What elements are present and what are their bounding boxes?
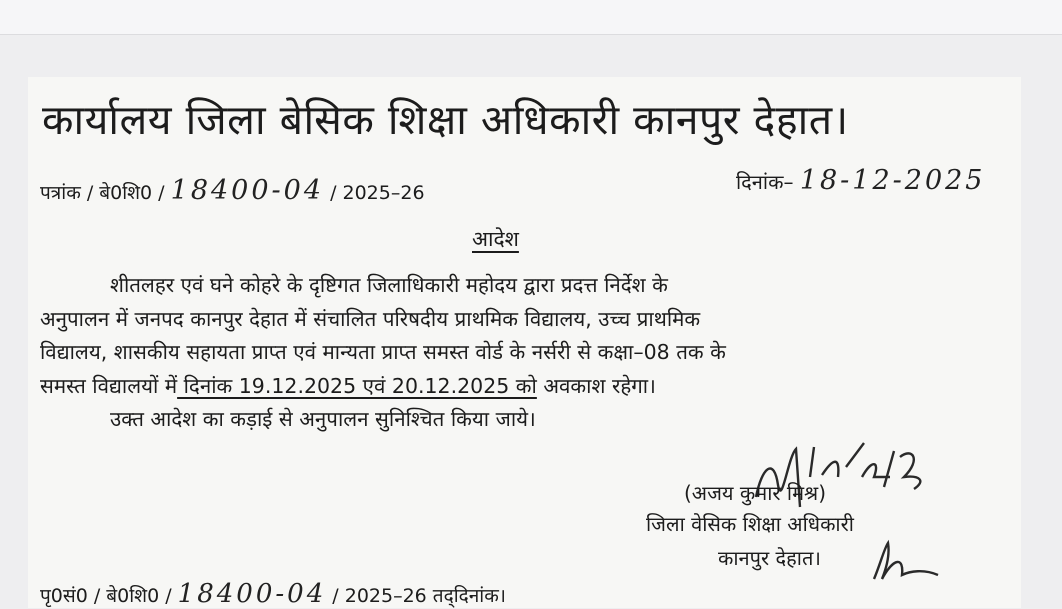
signatory-name: (अजय कुमार मिश्र) [684,481,827,505]
endorsement-reference [40,579,506,609]
reference-prefix: पत्रांक / बे0शि0 / [40,182,165,204]
holiday-dates-underlined: दिनांक 19.12.2025 एवं 20.12.2025 को [177,373,537,398]
letter-date [736,165,985,196]
date-handwritten: 18-12-2025 [799,165,986,196]
signatory-designation: जिला वेसिक शिक्षा अधिकारी [646,512,854,536]
para1-line4-start: समस्त विद्यालयों में [40,373,178,398]
viewer-top-bar [0,0,1062,35]
endorsement-number-handwritten: 18400-04 [177,579,327,609]
endorsement-suffix: / 2025–26 तद्‌दिनांक। [332,585,506,607]
reference-session: / 2025–26 [330,182,425,204]
para1-line1: शीतलहर एवं घने कोहरे के दृष्टिगत जिलाधिकारी महोदय द्वारा प्रदत्त निर्देश के [110,273,668,297]
para1-line3: विद्यालय, शासकीय सहायता प्राप्त एवं मान्यता प्राप्त समस्त वोर्ड के नर्सरी से कक्षा–08 तक के [40,340,726,364]
handwritten-signature [744,437,954,519]
handwritten-initials [866,535,942,583]
signatory-place: कानपुर देहात। [718,546,821,570]
reference-number-handwritten: 18400-04 [170,175,325,206]
endorsement-prefix: पृ0सं0 / बे0शि0 / [40,585,172,607]
para1-line4-end: अवकाश रहेगा। [536,373,656,398]
compliance-paragraph: उक्त आदेश का कड़ाई से अनुपालन सुनिश्चित किया जाये। [110,407,536,431]
para1-line2: अनुपालन में जनपद कानपुर देहात में संचालित परिषदीय प्राथमिक विद्यालय, उच्च प्राथमिक [40,306,701,331]
office-title: कार्यालय जिला बेसिक शिक्षा अधिकारी कानपुर देहात। [42,96,849,144]
order-heading: आदेश [472,227,519,251]
order-body [40,269,970,437]
document-page [28,77,1021,608]
date-label: दिनांक– [736,170,794,194]
letter-reference [40,175,425,206]
para1-line4 [40,370,970,404]
